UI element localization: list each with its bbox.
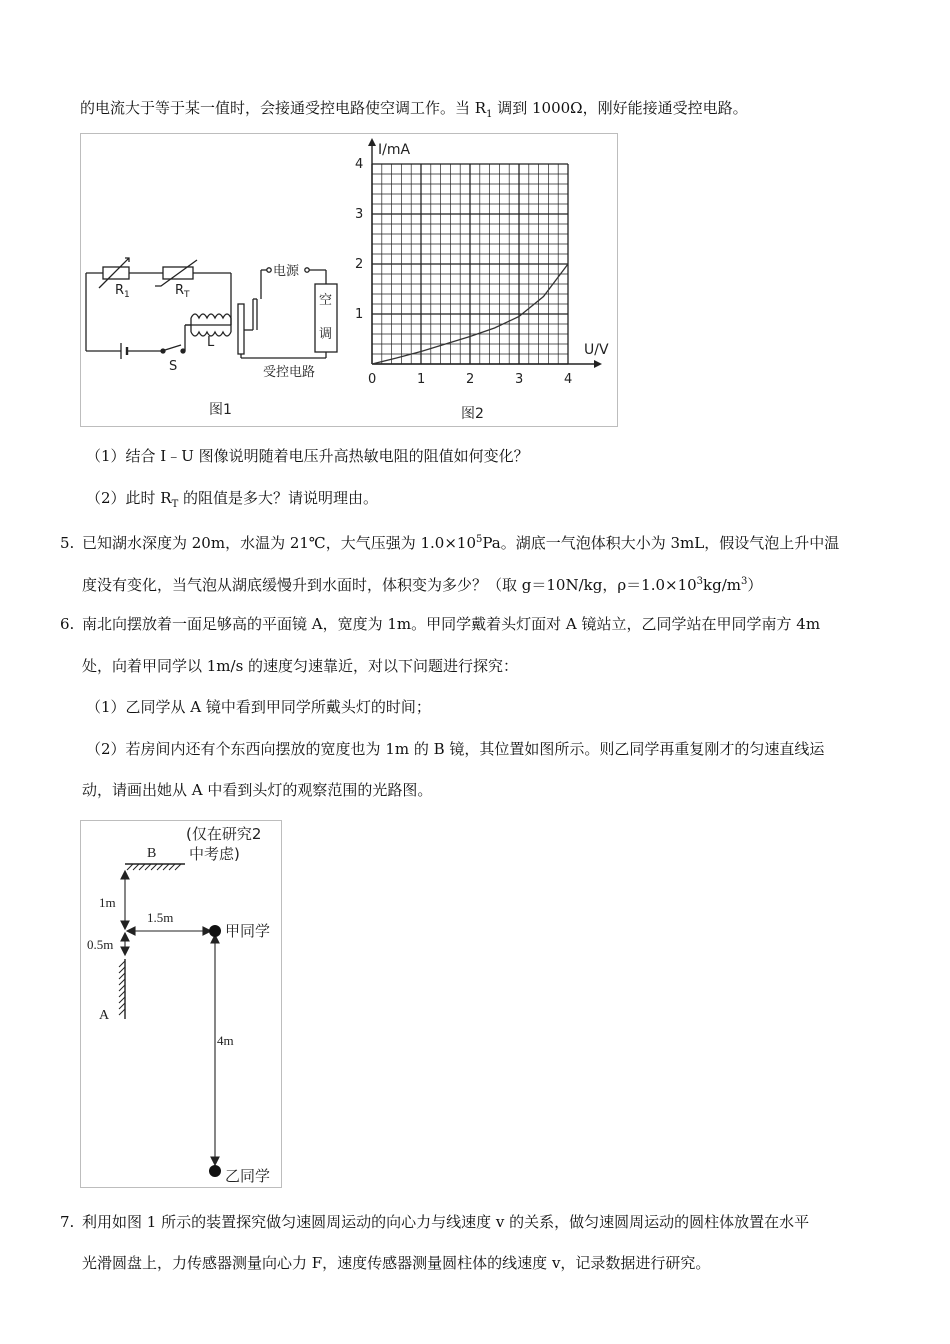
q6-number: 6. [60,615,75,633]
q5-number: 5. [60,534,75,552]
x-tick-label: 2 [466,372,475,387]
q5-l2-b: kg/m [703,576,742,594]
circuit-graph-svg [81,134,617,426]
y-tick-label: 1 [355,307,364,322]
y-tick-label: 3 [355,207,364,222]
note-line2: 中考虑) [189,845,240,863]
mirror-figure-labels [87,825,270,1185]
mirror-b-hatch [127,864,181,870]
label-4m: 4m [217,1033,234,1048]
mirror-a-hatch [119,961,125,1015]
q7-line2: 光滑圆盘上，力传感器测量向心力 F，速度传感器测量圆柱体的线速度 v，记录数据进行研究。 [82,1254,711,1272]
q6-part2-line1: （2）若房间内还有个东西向摆放的宽度也为 1m 的 B 镜，其位置如图所示。则乙同学再重复刚才的匀速直线运 [86,740,825,758]
q4-part2 [86,488,378,515]
q5-l2-c: ） [747,576,763,594]
label-05m: 0.5m [87,937,114,952]
q5-l1-b: Pa。湖底一气泡体积大小为 3mL，假设气泡上升中温 [482,534,840,552]
q7-number: 7. [60,1213,75,1231]
q6-part1: （1）乙同学从 A 镜中看到甲同学所戴头灯的时间； [86,698,431,716]
label-1m: 1m [99,895,116,910]
y-tick-label: 2 [355,257,364,272]
intro-text-a: 的电流大于等于某一值时，会接通受控电路使空调工作。当 R [80,99,487,117]
q4-part2-sub: T [171,499,179,510]
q5-l2-sup: 3 [696,576,704,587]
figure2-caption: 图2 [461,406,484,422]
label-person-yi: 乙同学 [225,1167,271,1185]
q6-line2: 处，向着甲同学以 1m/s 的速度匀速靠近，对以下问题进行探究： [82,657,519,675]
q4-part2-b: 的阻值是多大？请说明理由。 [178,489,379,507]
y-axis-label: I/mA [378,142,411,158]
q6-part2-line2: 动，请画出她从 A 中看到头灯的观察范围的光路图。 [82,781,433,799]
label-mirror-a: A [99,1008,110,1023]
label-ac-1: 空 [319,293,333,308]
label-mirror-b: B [147,846,157,861]
label-rt: $R_T$ [175,283,190,300]
person-yi-icon [209,1165,221,1177]
intro-text-b: 调到 1000Ω，刚好能接通受控电路。 [492,99,748,117]
label-power: 电源 [273,264,300,279]
q4-part2-a: （2）此时 R [86,489,172,507]
note-line1: (仅在研究2 [186,825,262,843]
q7-l1: 利用如图 1 所示的装置探究做匀速圆周运动的向心力与线速度 v 的关系，做匀速圆周运动的圆柱体放置在水平 [82,1213,810,1231]
label-15m: 1.5m [147,910,174,925]
intro-sub: 1 [486,109,493,120]
x-tick-label: 1 [417,372,426,387]
x-axis-arrow [594,360,602,368]
switch-icon [165,345,181,350]
figure1-caption: 图1 [209,402,232,418]
q6-l1: 南北向摆放着一面足够高的平面镜 A，宽度为 1m。甲同学戴着头灯面对 A 镜站立，乙同学站在甲同学南方 4m [82,615,821,633]
q4-part1: （1）结合 I﹣U 图像说明随着电压升高热敏电阻的阻值如何变化？ [86,447,529,465]
circuit-labels [115,263,484,422]
x-axis-label: U/V [584,342,609,358]
q5-l1-sup: 5 [476,534,483,545]
label-person-jia: 甲同学 [225,922,271,940]
person-jia-icon [209,925,221,937]
power-terminal-left [267,268,271,272]
q5-l1-a: 已知湖水深度为 20m，水温为 21℃，大气压强为 1.0×10 [82,534,476,552]
label-controlled-circuit: 受控电路 [263,365,316,380]
coil-icon [191,314,231,318]
iu-chart [355,138,609,387]
x-tick-label: 4 [564,372,573,387]
label-coil: L [207,335,215,350]
resistor-r1-icon [103,267,129,279]
label-switch: S [169,359,178,374]
q5-l2-a: 度没有变化，当气泡从湖底缓慢升到水面时，体积变为多少？（取 g＝10N/kg，ρ＝1.0×10 [82,576,697,594]
y-axis-arrow [368,138,376,146]
x-tick-label: 3 [515,372,524,387]
label-ac-2: 调 [319,327,333,342]
q5-l2-sup2: 3 [741,576,748,587]
mirrors-svg [81,821,281,1187]
x-tick-label: 0 [368,372,377,387]
figure-mirrors [80,820,282,1188]
q7-line1 [60,1212,809,1232]
q5-line1 [60,530,839,553]
figure-circuit-graph [80,133,618,427]
q6-line1 [60,614,820,634]
armature-icon [238,304,244,354]
power-terminal-right [305,268,309,272]
q5-line2 [82,572,762,595]
intro-line [80,98,748,125]
y-tick-label: 4 [355,157,364,172]
label-r1: $R_1$ [115,283,130,300]
